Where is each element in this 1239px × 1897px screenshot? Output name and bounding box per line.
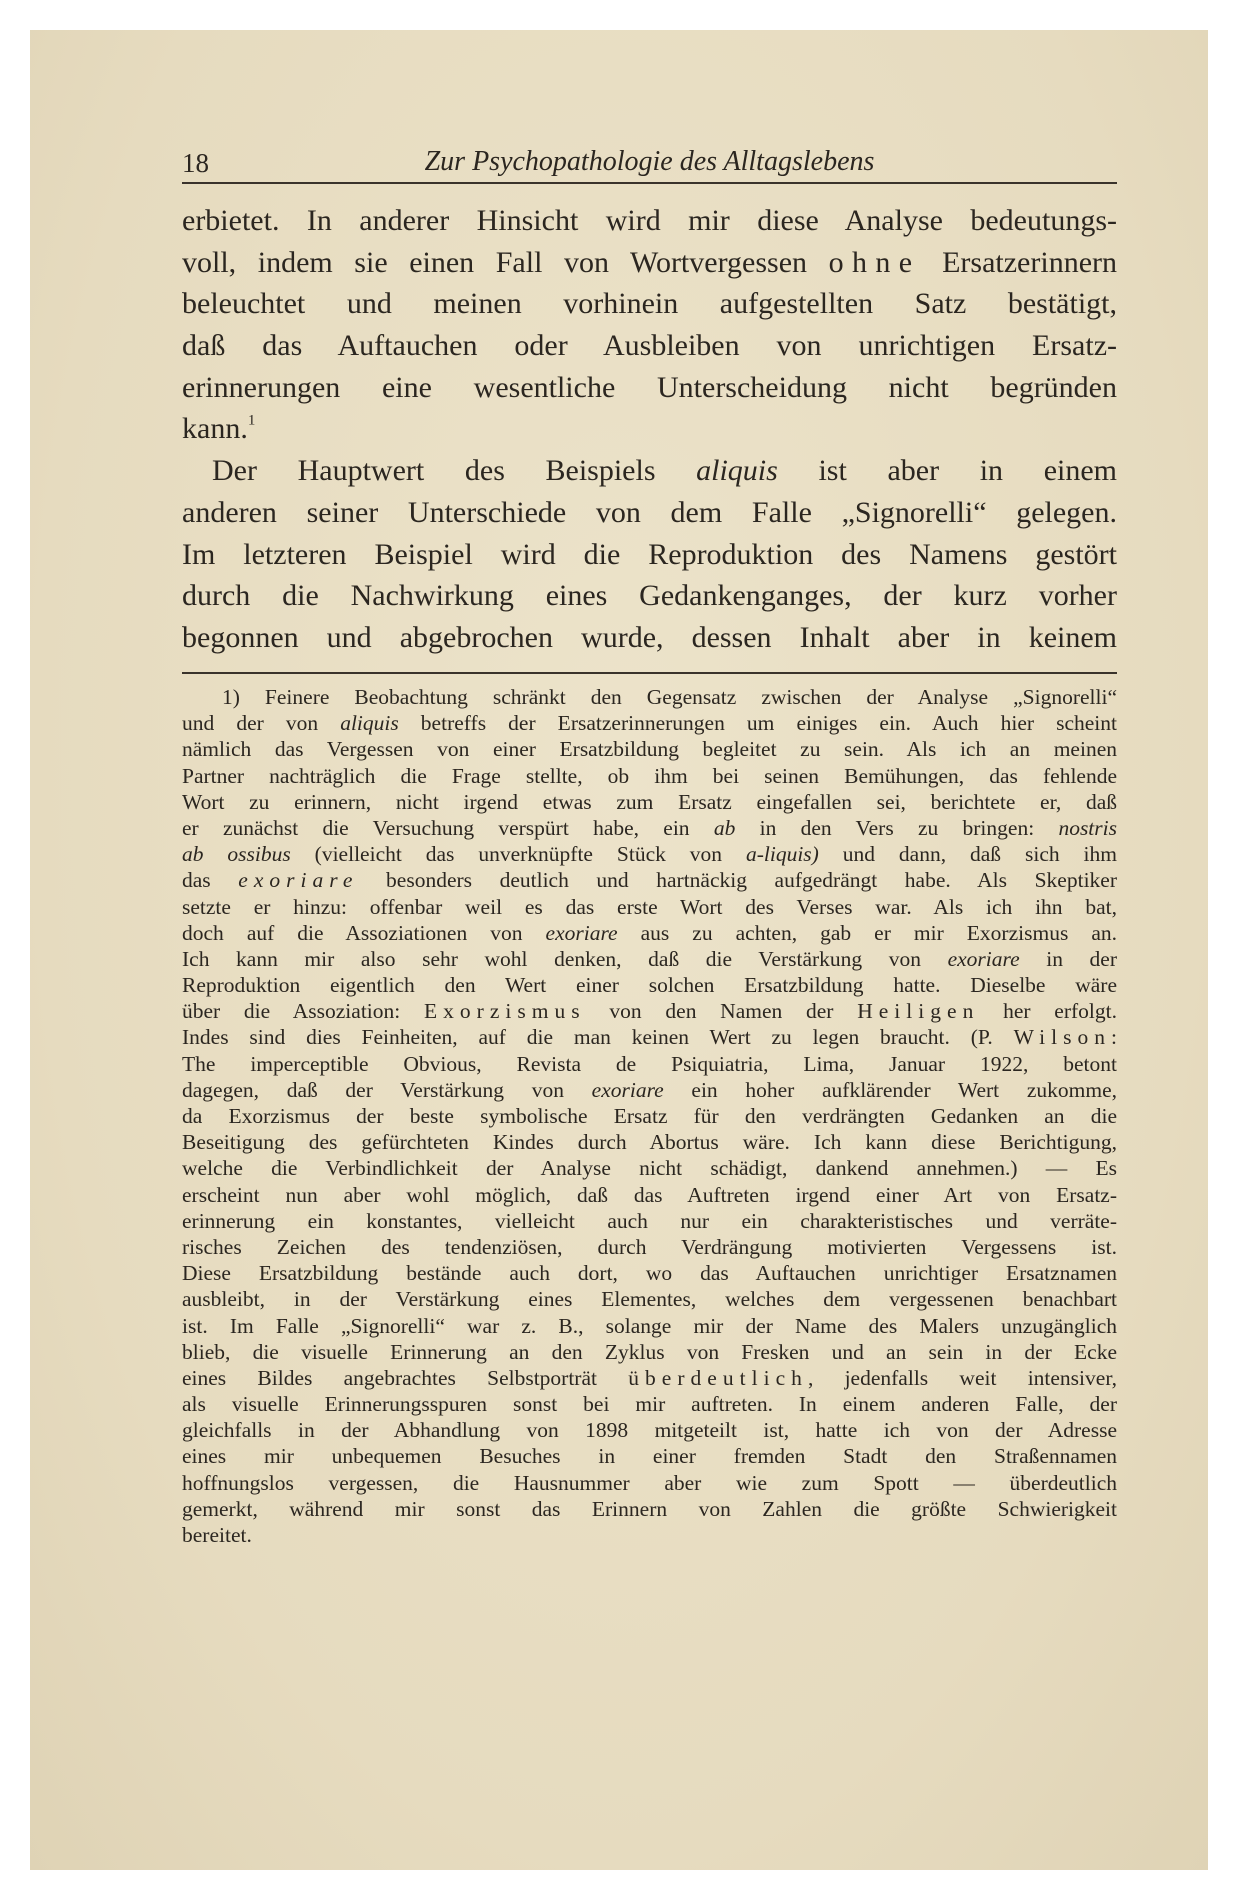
text-segment: gemerkt, während mir sonst das Erinnern von Zahlen die größte Schwierigkeit	[182, 1496, 1117, 1521]
text-segment: aus zu achten, gab er mir Exorzismus an.	[617, 920, 1117, 945]
text-segment: das	[182, 868, 239, 893]
text-line	[182, 200, 1117, 242]
footnote-line	[182, 710, 1117, 736]
text-segment: Wort zu erinnern, nicht irgend etwas zum Ersatz eingefallen sei, berichtete er, daß	[182, 789, 1117, 814]
text-segment: anderen seiner Unterschiede von dem Falle „Signorelli“ gelegen.	[182, 495, 1117, 529]
text-segment: ohne	[828, 245, 921, 279]
footnote-line	[182, 815, 1117, 841]
text-segment: ist aber in einem	[777, 454, 1117, 488]
text-segment: Reproduktion eigentlich den Wert einer solchen Ersatzbildung hatte. Dieselbe wäre	[182, 973, 1117, 998]
text-line	[182, 575, 1117, 617]
text-line	[182, 367, 1117, 409]
footnote-line	[182, 1103, 1117, 1129]
header-rule	[182, 182, 1117, 184]
footnote-line	[182, 972, 1117, 998]
footnote-line	[182, 1051, 1117, 1077]
text-segment: beleuchtet und meinen vorhinein aufgestellten Satz bestätigt,	[182, 287, 1117, 321]
text-segment: ausbleibt, in der Verstärkung eines Elementes, welches dem vergessenen benachbart	[182, 1287, 1117, 1312]
footnote-line	[182, 1417, 1117, 1443]
footnote-line	[182, 1496, 1117, 1522]
text-segment: in der	[1019, 946, 1117, 971]
text-segment: gleichfalls in der Abhandlung von 1898 mitgeteilt ist, hatte ich von der Adresse	[182, 1418, 1117, 1443]
text-segment: erscheint nun aber wohl möglich, daß das Auftreten irgend einer Art von Ersatz-	[182, 1182, 1117, 1207]
footnote	[182, 684, 1117, 1548]
text-segment: exoriare	[545, 920, 618, 945]
text-segment: bereitet.	[182, 1523, 252, 1547]
text-segment: betreffs der Ersatzerinnerungen um einiges ein. Auch hier scheint	[398, 711, 1117, 736]
footnote-line	[182, 841, 1117, 867]
footnote-line	[182, 1313, 1117, 1339]
text-line	[182, 408, 1117, 450]
text-segment: und der von	[182, 711, 341, 736]
text-segment: da Exorzismus der beste symbolische Ersatz für den verdrängten Gedanken an die	[182, 1104, 1117, 1128]
text-segment: aliquis	[340, 711, 399, 736]
footnote-line	[182, 1182, 1117, 1208]
text-segment: her erfolgt.	[979, 999, 1117, 1024]
text-segment: welche die Verbindlichkeit der Analyse nicht schädigt, dankend annehmen.) — Es	[182, 1156, 1117, 1181]
footnote-line	[182, 1470, 1117, 1496]
text-line	[182, 534, 1117, 576]
running-title: Zur Psychopathologie des Alltagslebens	[424, 146, 875, 177]
text-segment: , jedenfalls weit intensiver,	[807, 1365, 1117, 1390]
text-segment: daß das Auftauchen oder Ausbleiben von unrichtigen Ersatz-	[182, 329, 1117, 363]
text-segment: Wilson	[1013, 1025, 1112, 1050]
text-segment: ab	[713, 815, 736, 840]
text-segment: ein hoher aufklärender Wert zukomme,	[663, 1077, 1117, 1102]
footnote-rule	[182, 672, 1117, 674]
text-segment: Ersatzerinnern	[920, 245, 1117, 279]
text-segment: über die Assoziation:	[182, 999, 424, 1024]
text-segment: voll, indem sie einen Fall von Wortvergessen	[182, 245, 829, 279]
text-segment: exoriare	[591, 1077, 664, 1102]
text-segment: The imperceptible Obvious, Revista de Psiquiatria, Lima, Januar 1922, betont	[182, 1051, 1117, 1076]
text-segment: überdeutlich	[628, 1365, 808, 1390]
footnote-line	[182, 1260, 1117, 1286]
footnote-line	[182, 1339, 1117, 1365]
footnote-line	[182, 684, 1117, 710]
footnote-line	[182, 1129, 1117, 1155]
text-segment: von den Namen der	[585, 999, 858, 1024]
text-segment: eines mir unbequemen Besuches in einer fremden Stadt den Straßennamen	[182, 1444, 1117, 1469]
text-segment: aliquis	[696, 454, 778, 488]
footnote-line	[182, 1522, 1117, 1548]
footnote-line	[182, 736, 1117, 762]
text-segment: eines Bildes angebrachtes Selbstporträt	[182, 1365, 629, 1390]
footnote-marker: 1	[247, 412, 256, 429]
text-line	[182, 450, 1117, 492]
footnote-line	[182, 1024, 1117, 1050]
text-line	[182, 492, 1117, 534]
text-segment: hoffnungslos vergessen, die Hausnummer aber wie zum Spott — überdeutlich	[182, 1470, 1117, 1495]
text-segment: exoriare	[947, 946, 1020, 971]
text-segment: ist. Im Falle „Signorelli“ war z. B., solange mir der Name des Malers unzugänglich	[182, 1313, 1117, 1338]
text-segment: dagegen, daß der Verstärkung von	[182, 1077, 592, 1102]
text-segment: exoriare	[238, 868, 359, 893]
text-segment: (vielleicht das unverknüpfte Stück von	[290, 842, 746, 867]
text-segment: Ich kann mir also sehr wohl denken, daß die Verstärkung von	[182, 946, 948, 971]
footnote-line	[182, 920, 1117, 946]
footnote-line	[182, 1391, 1117, 1417]
text-segment: begonnen und abgebrochen wurde, dessen Inhalt aber in keinem	[182, 620, 1117, 654]
text-segment: blieb, die visuelle Erinnerung an den Zyklus von Fresken und an sein in der Ecke	[182, 1339, 1117, 1364]
footnote-line	[182, 894, 1117, 920]
text-line	[182, 242, 1117, 284]
text-segment: Im letzteren Beispiel wird die Reproduktion des Namens gestört	[182, 537, 1117, 571]
text-segment: durch die Nachwirkung eines Gedankenganges, der kurz vorher	[182, 579, 1117, 613]
text-segment: er zunächst die Versuchung verspürt habe, ein	[182, 815, 714, 840]
footnote-line	[182, 998, 1117, 1024]
text-segment: Exorzismus	[423, 999, 586, 1024]
footnote-line	[182, 1365, 1117, 1391]
footnote-line	[182, 1443, 1117, 1469]
footnote-line	[182, 763, 1117, 789]
text-segment: erbietet. In anderer Hinsicht wird mir diese Analyse bedeutungs-	[182, 204, 1117, 237]
running-header	[182, 140, 1117, 180]
text-segment: erinnerungen eine wesentliche Unterscheidung nicht begründen	[182, 370, 1117, 404]
text-line	[182, 325, 1117, 367]
footnote-line	[182, 1286, 1117, 1312]
footnote-line	[182, 789, 1117, 815]
text-segment: Der Hauptwert des Beispiels	[212, 454, 697, 488]
text-segment: Partner nachträglich die Frage stellte, ob ihm bei seinen Bemühungen, das fehlende	[182, 763, 1117, 788]
text-segment: besonders deutlich und hartnäckig aufgedrängt habe. Als Skeptiker	[358, 868, 1117, 893]
text-segment: a-liquis)	[745, 842, 819, 867]
footnote-line	[182, 867, 1117, 893]
text-segment: als visuelle Erinnerungsspuren sonst bei mir auftreten. In einem anderen Falle, der	[182, 1392, 1117, 1417]
text-segment: kann.	[182, 412, 248, 446]
main-text	[182, 200, 1117, 659]
text-segment: :	[1111, 1025, 1117, 1050]
text-line	[182, 617, 1117, 659]
text-segment: nämlich das Vergessen von einer Ersatzbildung begleitet zu sein. Als ich an meinen	[182, 737, 1117, 762]
footnote-line	[182, 1234, 1117, 1260]
footnote-line	[182, 1208, 1117, 1234]
text-segment: ab ossibus	[182, 842, 291, 867]
text-segment: Indes sind dies Feinheiten, auf die man keinen Wert zu legen braucht. (P.	[182, 1025, 1014, 1050]
text-segment: erinnerung ein konstantes, vielleicht auch nur ein charakteristisches und verräte-	[182, 1208, 1117, 1233]
text-segment: und dann, daß sich ihm	[818, 842, 1117, 867]
text-segment: Heiligen	[857, 999, 980, 1024]
text-line	[182, 283, 1117, 325]
text-segment: Beseitigung des gefürchteten Kindes durch Abortus wäre. Ich kann diese Berichtigung,	[182, 1130, 1117, 1155]
footnote-line	[182, 946, 1117, 972]
text-segment: risches Zeichen des tendenziösen, durch Verdrängung motivierten Vergessens ist.	[182, 1234, 1117, 1259]
text-segment: in den Vers zu bringen:	[735, 815, 1059, 840]
text-segment: nostris	[1058, 815, 1117, 840]
footnote-line	[182, 1077, 1117, 1103]
page-number: 18	[182, 148, 209, 178]
text-segment: 1) Feinere Beobachtung schränkt den Gegensatz zwischen der Analyse „Signorelli“	[222, 685, 1117, 709]
text-segment: setzte er hinzu: offenbar weil es das erste Wort des Verses war. Als ich ihn bat,	[182, 894, 1117, 919]
text-segment: doch auf die Assoziationen von	[182, 920, 546, 945]
footnote-line	[182, 1155, 1117, 1181]
text-segment: Diese Ersatzbildung bestände auch dort, wo das Auftauchen unrichtiger Ersatznamen	[182, 1261, 1117, 1286]
